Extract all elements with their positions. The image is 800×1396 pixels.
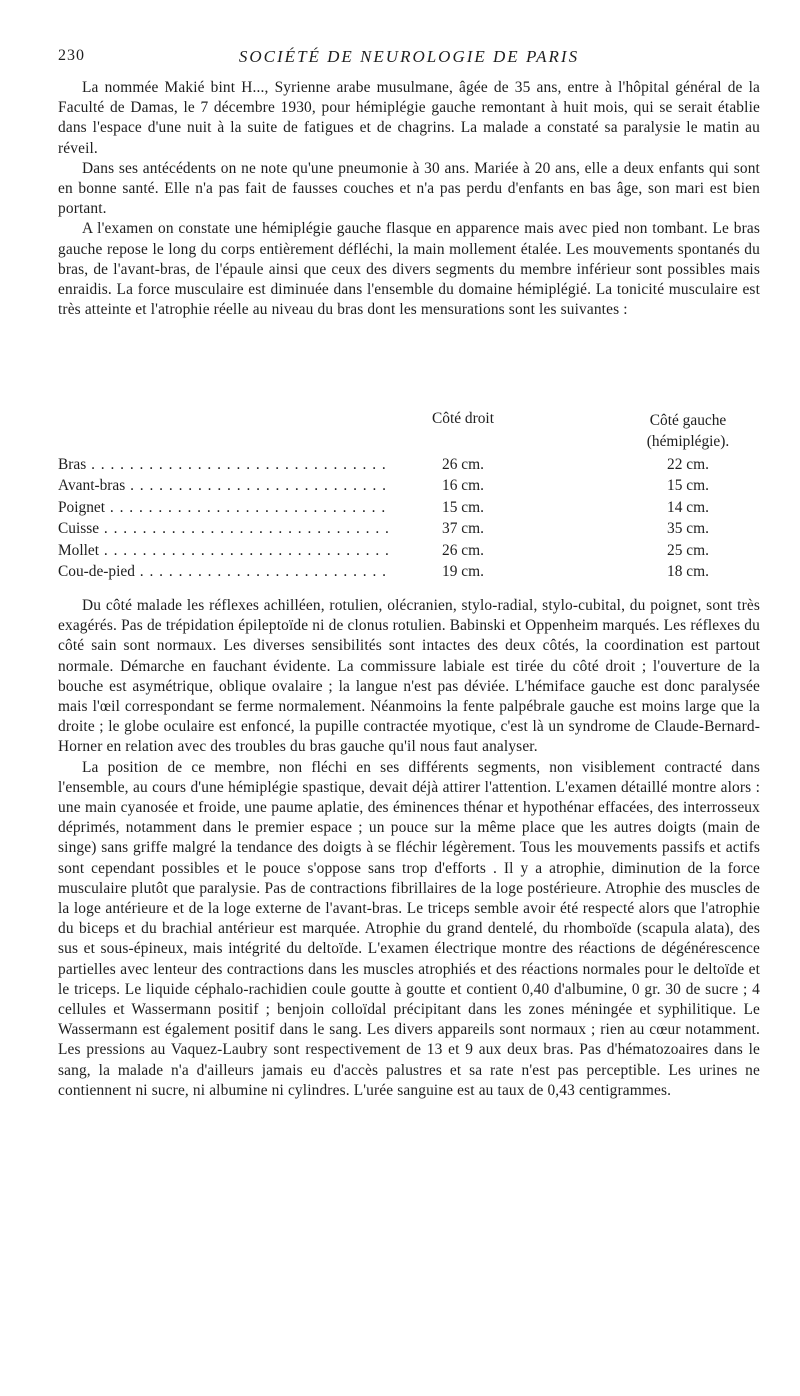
row-value-right: 15 cm.: [442, 498, 484, 516]
paragraph-reflexes-and-face: Du côté malade les réflexes achilléen, rotulien, olécranien, stylo-radial, stylo-cubital, du poignet, sont très exagérés. Pas de trépidation épileptoïde ni de clonus rotulien. Babinski et Oppenheim marqués. Les réflexes du côté sain sont normaux. Les diverses sensibilités sont intactes des deux côtés, la coordination est partout normale. Démarche en fauchant évidente. La commissure labiale est tirée du côté droit ; l'ouverture de la bouche est asymétrique, oblique ovalaire ; la langue n'est pas déviée. L'hémiface gauche est donc paralysée mais l'œil correspondant se ferme normalement. Néanmoins la fente palpébrale gauche est moins large que la droite ; le globe oculaire est enfoncé, la pupille contractée myotique, c'est là un syndrome de Claude-Bernard-Horner en relation avec des troubles du bras gauche qu'il nous faut analyser.: [58, 597, 760, 756]
running-head: [58, 47, 760, 69]
row-segment-label: Bras . . .: [58, 454, 388, 475]
row-value-right: 19 cm.: [442, 562, 484, 580]
row-value-right: 26 cm.: [442, 541, 484, 559]
row-value-right: 37 cm.: [442, 520, 484, 538]
row-value-left: 35 cm.: [667, 520, 709, 538]
measurements-table: [58, 410, 760, 582]
paragraph-limb-atrophy-and-tests: La position de ce membre, non fléchi en ses différents segments, non visiblement contracté dans l'ensemble, au cours d'une hémiplégie spastique, devait déjà attirer l'attention. L'examen détaillé montre alors : une main cyanosée et froide, une paume aplatie, des éminences thénar et hypothénar effacées, des interrosseux déprimés, notamment dans le premier espace ; un pouce sur la même place que les autres doigts (main de singe) sans griffe malgré la tendance des doigts à se fléchir légèrement. Tous les mouvements passifs et actifs sont cependant possibles et le pouce s'oppose sans trop d'efforts . Il y a atrophie, diminution de la force musculaire plutôt que paralysie. Pas de contractions fibrillaires de la loge postérieure. Atrophie des muscles de la loge antérieure et de la loge externe de l'avant-bras. Le triceps semble avoir été respecté alors que l'atrophie du biceps et du brachial antérieur est marquée. Atrophie du grand dentelé, du rhomboïde (scapula alata), des sus et sous-épineux, mais intégrité du deltoïde. L'examen électrique montre des réactions de dégénérescence partielles avec lenteur des contractions dans les muscles atrophiés et des réactions normales pour le deltoïde et le triceps. Le liquide céphalo-rachidien coule goutte à goutte et contient 0,40 d'albumine, 0 gr. 30 de sucre ; 4 cellules et Wassermann positif ; benjoin colloïdal précipitant dans les zones méningée et syphilitique. Le Wassermann est également positif dans le sang. Les divers appareils sont normaux ; rien au cœur notamment. Les pressions au Vaquez-Laubry sont respectivement de 13 et 9 aux deux bras. Pas d'hématozoaires dans le sang, la malade n'a d'ailleurs jamais eu d'accès palustres et sa rate n'est pas perceptible. Les urines ne contiennent ni sucre, ni albumine ni cylindres. L'urée sanguine est au taux de 0,43 centigrammes.: [58, 758, 760, 1099]
row-value-left: 15 cm.: [667, 477, 709, 495]
row-segment-label: Avant-bras . . .: [58, 475, 388, 496]
column-header-right-side: Côté droit: [432, 410, 494, 427]
row-value-right: 26 cm.: [442, 456, 484, 473]
table-row: [58, 454, 760, 475]
row-value-left: 14 cm.: [667, 498, 709, 516]
table-row: [58, 561, 760, 582]
table-row: [58, 540, 760, 561]
row-value-left: 18 cm.: [667, 562, 709, 580]
column-header-left-side-title: Côté gauche: [649, 412, 727, 429]
row-value-right: 16 cm.: [442, 477, 484, 495]
row-segment-label: Cou-de-pied . . .: [58, 561, 388, 582]
table-row: [58, 518, 760, 539]
row-segment-label: Mollet . . .: [58, 540, 388, 561]
row-value-left: 22 cm.: [667, 456, 709, 473]
case-intro-text: [58, 78, 760, 320]
row-segment-label: Cuisse . . .: [58, 518, 388, 539]
column-header-left-side: [618, 410, 758, 452]
row-value-left: 25 cm.: [667, 541, 709, 559]
measurements-table-body: [58, 454, 760, 582]
paragraph-patient-admission: La nommée Makié bint H..., Syrienne arabe musulmane, âgée de 35 ans, entre à l'hôpital général de la Faculté de Damas, le 7 décembre 1930, pour hémiplégie gauche remontant à huit mois, qui se serait établie dans l'espace d'une nuit à la suite de fatigues et de chagrins. La malade a constaté sa paralysie le matin au réveil.: [58, 79, 760, 157]
case-findings-text: [58, 596, 760, 1101]
row-segment-label: Poignet . . .: [58, 497, 388, 518]
journal-title: SOCIÉTÉ DE NEUROLOGIE DE PARIS: [238, 47, 580, 66]
paragraph-antecedents: Dans ses antécédents on ne note qu'une pneumonie à 30 ans. Mariée à 20 ans, elle a deux enfants qui sont en bonne santé. Elle n'a pas fait de fausses couches et n'a pas perdu d'enfants en bas âge, son mari est bien portant.: [58, 159, 760, 218]
table-row: [58, 497, 760, 518]
column-header-left-side-note: (hémiplégie).: [646, 433, 730, 450]
paragraph-examination: A l'examen on constate une hémiplégie gauche flasque en apparence mais avec pied non tombant. Le bras gauche repose le long du corps entièrement défléchi, la main mollement étalée. Les mouvements spontanés du bras, de l'avant-bras, de l'épaule ainsi que ceux des divers segments du membre inférieur sont possibles mais enraidis. La force musculaire est diminuée dans l'ensemble du domaine hémiplégié. La tonicité musculaire est très atteinte et l'atrophie réelle au niveau du bras dont les mensurations sont les suivantes :: [58, 220, 760, 319]
page-number: 230: [58, 47, 85, 64]
table-row: [58, 475, 760, 496]
measurements-table-header: [58, 410, 760, 452]
